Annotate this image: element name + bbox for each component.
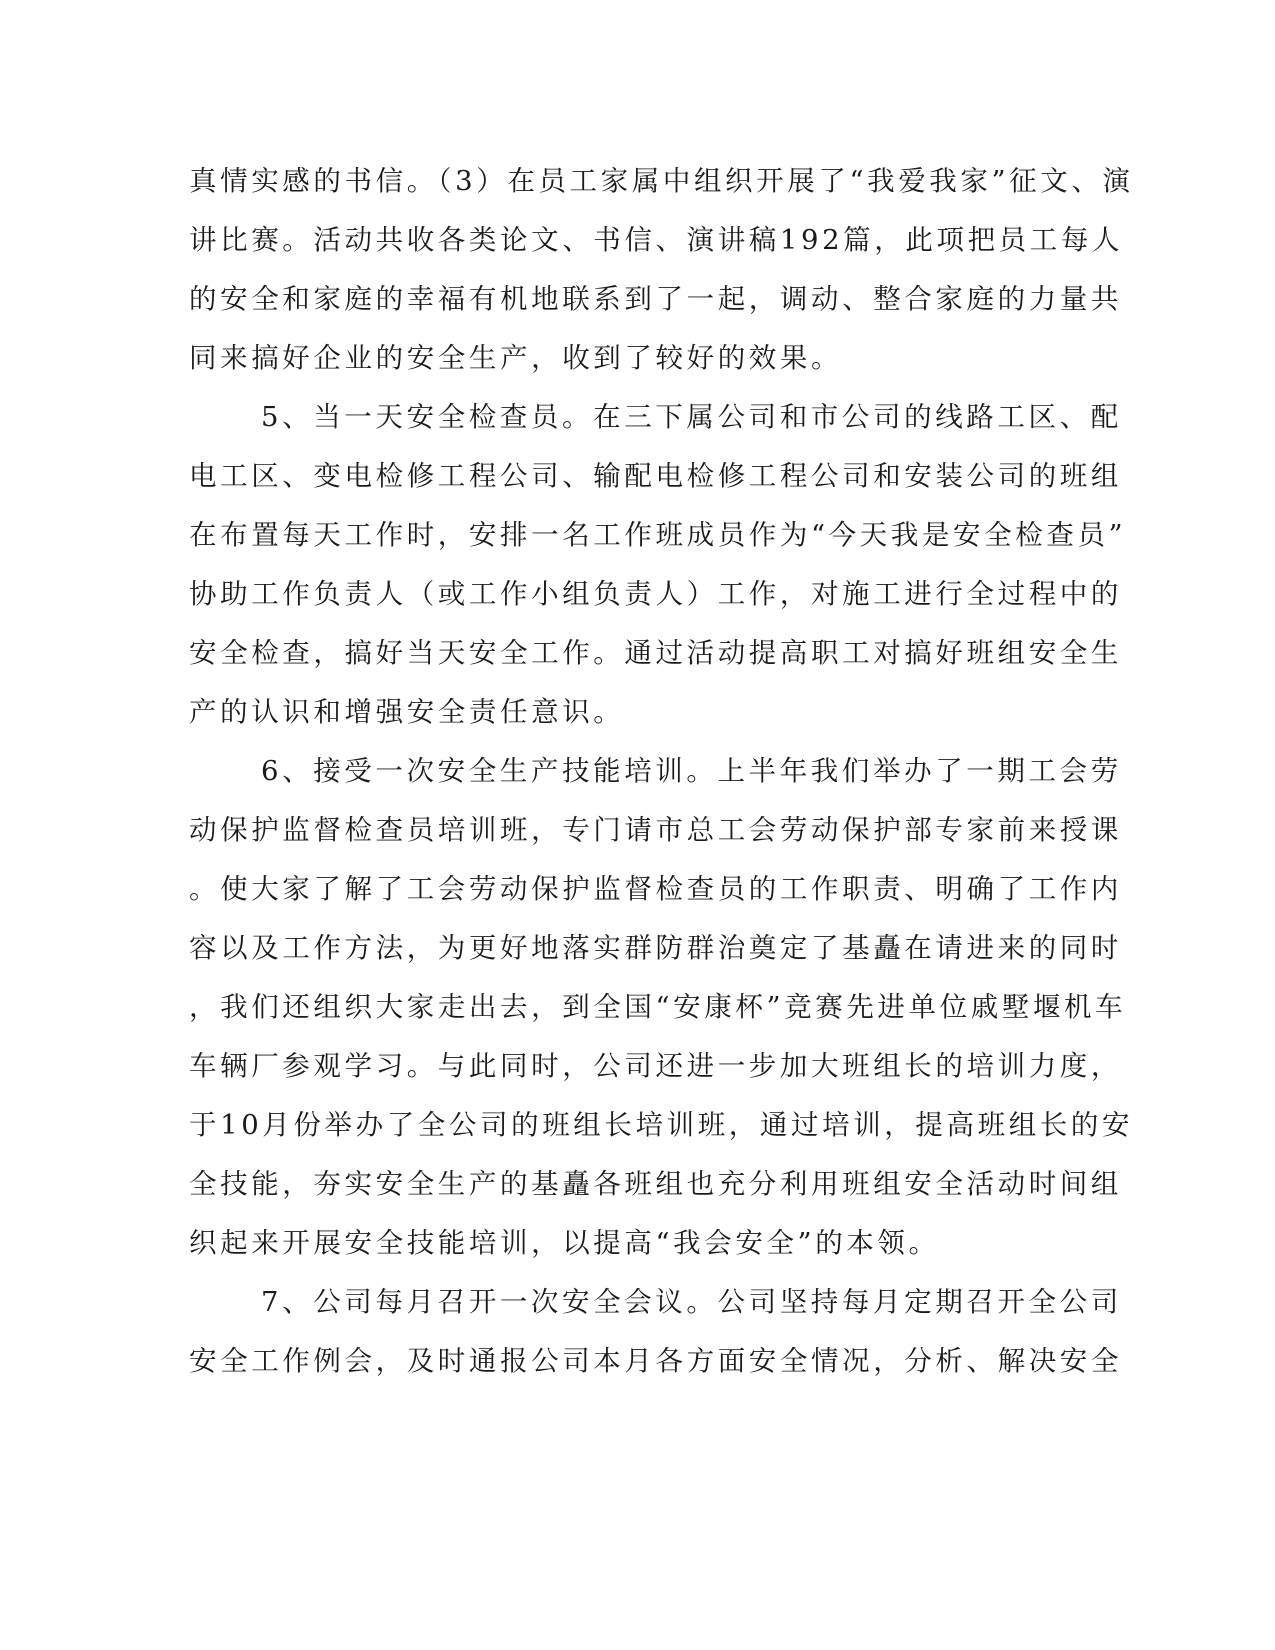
text-line: 安全检查，搞好当天安全工作。通过活动提高职工对搞好班组安全生 (189, 637, 1122, 669)
paragraph-start-line: 5、当一天安全检查员。在三下属公司和市公司的线路工区、配 (261, 401, 1122, 433)
text-line: 车辆厂参观学习。与此同时，公司还进一步加大班组长的培训力度， (189, 1050, 1122, 1082)
text-line: 的安全和家庭的幸福有机地联系到了一起，调动、整合家庭的力量共 (189, 283, 1122, 315)
text-line: 在布置每天工作时，安排一名工作班成员作为“今天我是安全检查员” (189, 519, 1127, 551)
text-line: 同来搞好企业的安全生产，收到了较好的效果。 (189, 342, 843, 374)
text-line: 安全工作例会，及时通报公司本月各方面安全情况，分析、解决安全 (189, 1345, 1122, 1377)
paragraph-start-line: 6、接受一次安全生产技能培训。上半年我们举办了一期工会劳 (261, 755, 1122, 787)
paragraph-start-line: 7、公司每月召开一次安全会议。公司坚持每月定期召开全公司 (261, 1286, 1122, 1318)
text-line: 织起来开展安全技能培训，以提高“我会安全”的本领。 (189, 1227, 940, 1259)
text-line: 协助工作负责人（或工作小组负责人）工作，对施工进行全过程中的 (189, 578, 1122, 610)
text-line: 于10月份举办了全公司的班组长培训班，通过培训，提高班组长的安 (189, 1109, 1134, 1141)
text-line: 动保护监督检查员培训班，专门请市总工会劳动保护部专家前来授课 (189, 814, 1122, 846)
text-line: 电工区、变电检修工程公司、输配电检修工程公司和安装公司的班组 (189, 460, 1122, 492)
text-line: 全技能，夯实安全生产的基矗各班组也充分利用班组安全活动时间组 (189, 1168, 1122, 1200)
text-line: 产的认识和增强安全责任意识。 (189, 696, 625, 728)
text-line: 。使大家了解了工会劳动保护监督检查员的工作职责、明确了工作内 (189, 873, 1122, 905)
text-line: 容以及工作方法，为更好地落实群防群治奠定了基矗在请进来的同时 (189, 932, 1122, 964)
text-line: ，我们还组织大家走出去，到全国“安康杯”竞赛先进单位戚墅堰机车 (189, 991, 1127, 1023)
text-line: 真情实感的书信。（3）在员工家属中组织开展了“我爱我家”征文、演 (189, 165, 1134, 197)
text-line: 讲比赛。活动共收各类论文、书信、演讲稿192篇，此项把员工每人 (189, 224, 1124, 256)
